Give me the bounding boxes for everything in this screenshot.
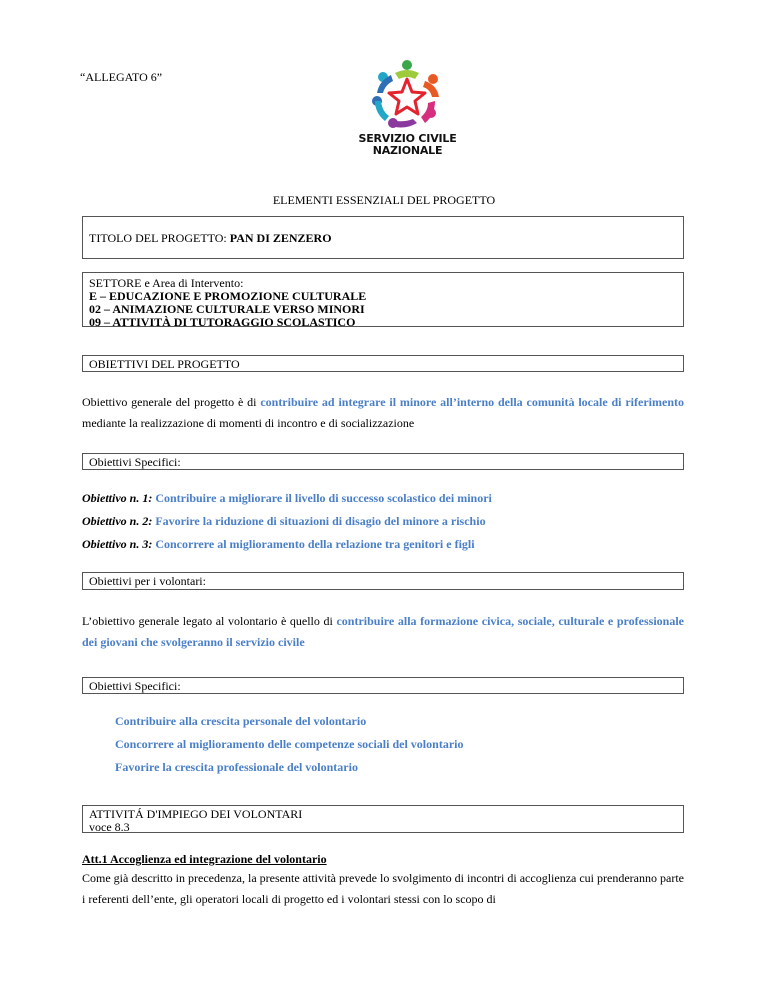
logo-text-line1: SERVIZIO CIVILE xyxy=(358,132,457,145)
settore-label: SETTORE e Area di Intervento: xyxy=(89,276,244,290)
specifico-volontario-item: Concorrere al miglioramento delle competenze sociali del volontario xyxy=(115,737,464,751)
obiettivo-generale: Obiettivo generale del progetto è di contribuire ad integrare il minore all’interno della comunità locale di riferimento mediante la realizzazione di momenti di incontro e di socializzazione xyxy=(82,395,684,430)
specifico-volontario-item: Contribuire alla crescita personale del volontario xyxy=(115,714,367,728)
obiettivi-header: OBIETTIVI DEL PROGETTO xyxy=(82,355,684,372)
people-star-icon xyxy=(355,57,460,133)
logo-text-line2: NAZIONALE xyxy=(372,144,443,157)
servizio-civile-logo xyxy=(355,57,460,160)
project-title-box xyxy=(82,216,684,259)
obiettivo-item: Obiettivo n. 3: Concorrere al miglioramento della relazione tra genitori e figli xyxy=(82,537,475,551)
obiettivo-item: Obiettivo n. 1: Contribuire a migliorare il livello di successo scolastico dei minori xyxy=(82,491,492,505)
obiettivi-specifici-volontari-header: Obiettivi Specifici: xyxy=(82,677,684,694)
allegato-label: “ALLEGATO 6” xyxy=(80,70,163,84)
att1-text: Come già descritto in precedenza, la presente attività prevede lo svolgimento di incontri di accoglienza cui prenderanno parte i referenti dell’ente, gli operatori locali di progetto ed i volontari stessi con lo scopo di xyxy=(82,871,684,906)
att1-title: Att.1 Accoglienza ed integrazione del volontario xyxy=(82,852,327,866)
settore-box xyxy=(82,272,684,327)
document-title: ELEMENTI ESSENZIALI DEL PROGETTO xyxy=(272,193,496,207)
settore-line: 09 – ATTIVITÀ DI TUTORAGGIO SCOLASTICO xyxy=(89,315,356,329)
settore-line: E – EDUCAZIONE E PROMOZIONE CULTURALE xyxy=(89,289,367,303)
obiettivo-volontari: L’obiettivo generale legato al volontario è quello di contribuire alla formazione civica, sociale, culturale e professionale dei giovani che svolgeranno il servizio civile xyxy=(82,614,684,649)
attivita-header: ATTIVITÁ D'IMPIEGO DEI VOLONTARI voce 8.3 xyxy=(82,805,684,833)
settore-line: 02 – ANIMAZIONE CULTURALE VERSO MINORI xyxy=(89,302,365,316)
project-title-label: TITOLO DEL PROGETTO: xyxy=(89,231,230,245)
obiettivi-specifici-header: Obiettivi Specifici: xyxy=(82,453,684,470)
specifico-volontario-item: Favorire la crescita professionale del volontario xyxy=(115,760,358,774)
obiettivo-item: Obiettivo n. 2: Favorire la riduzione di situazioni di disagio del minore a rischio xyxy=(82,514,486,528)
project-title-value: PAN DI ZENZERO xyxy=(229,231,332,245)
obiettivi-volontari-header: Obiettivi per i volontari: xyxy=(82,572,684,590)
